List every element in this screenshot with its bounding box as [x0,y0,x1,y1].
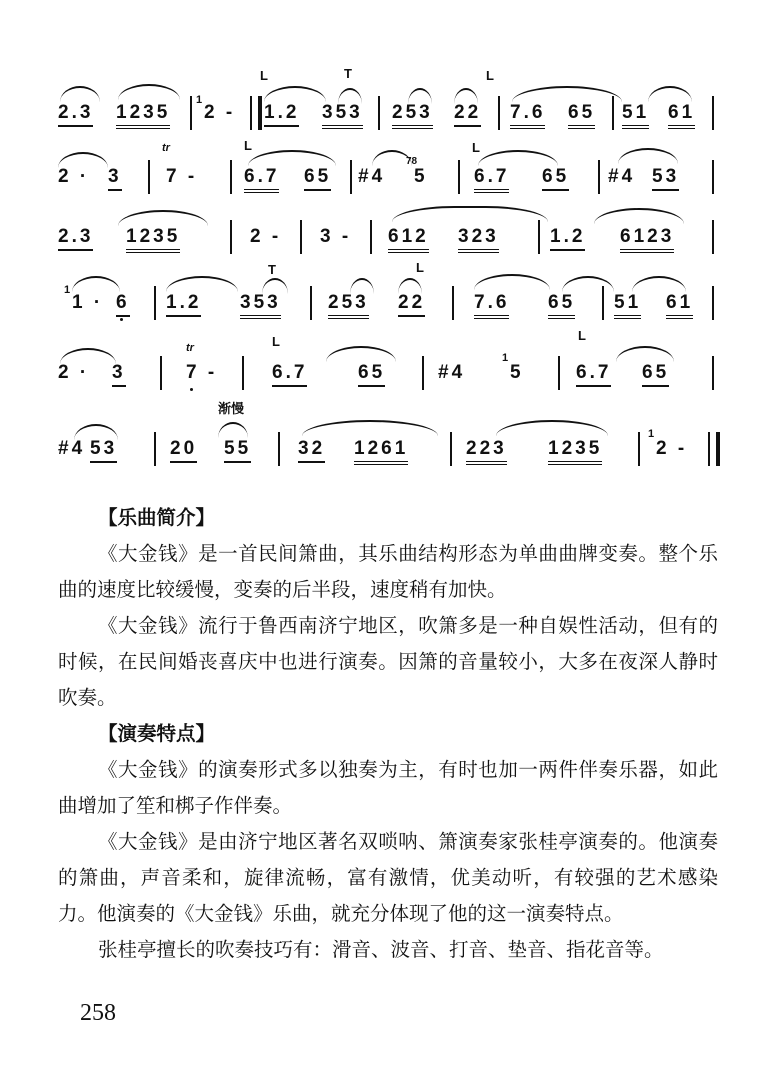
note-group: 2 - [204,102,236,123]
note-group: 1.2 [166,292,201,317]
slur [326,346,396,362]
note-group: 6.7 [576,362,611,387]
barline [450,432,452,466]
note-group: 1.2 [550,226,585,251]
jianpu-score [0,0,772,480]
fingering-mark-l: L [272,334,280,349]
barline [230,220,232,254]
barline [160,356,162,390]
slur [118,84,180,100]
note-group: 22 [454,102,481,127]
barline [190,96,192,130]
trill-mark: tr [186,342,194,354]
fingering-mark-l: L [260,68,268,83]
section-heading-performance: 【演奏特点】 [98,722,216,745]
slur [512,86,622,102]
grace-note: 1 [502,352,509,364]
ornament-mark-t: T [344,66,352,81]
page-number: 258 [80,1000,116,1026]
barline [612,96,614,130]
note-group: 353 [240,292,281,319]
note-group: #4 [438,362,466,383]
fingering-mark-l: L [416,260,424,275]
barline [712,356,714,390]
note-group: 61 [668,102,695,129]
note-group: 7 - [166,166,198,187]
slur [616,346,674,362]
slur [632,276,686,292]
note-group: 65 [568,102,595,129]
barline [422,356,424,390]
note-group: 53 [652,166,679,191]
note-group: 51 [614,292,641,319]
note-group: 65 [358,362,385,387]
grace-note: 1 [648,428,655,440]
barline [300,220,302,254]
note-group: 5 [414,166,428,187]
note-group: 53 [90,438,117,463]
slur [72,276,120,292]
low-octave-dot [120,318,123,321]
slur [302,420,438,436]
barline [148,160,150,194]
score-row-3 [58,206,718,266]
barline [458,160,460,194]
ornament-mark-t: T [268,262,276,277]
fingering-mark-l: L [244,138,252,153]
final-barline [708,432,720,466]
slur [218,422,248,438]
barline [638,432,640,466]
note-group: 1.2 [264,102,299,127]
fingering-mark-l: L [472,140,480,155]
grace-note: 1 [196,94,203,106]
barline [598,160,600,194]
note-group: 2.3 [58,102,93,127]
score-row-6 [58,401,718,464]
barline [154,286,156,320]
score-row-5 [58,328,718,402]
barline [712,220,714,254]
note-group: 2 · [58,362,90,383]
note-group: 323 [458,226,499,253]
slur [478,150,558,166]
note-group: 1235 [548,438,602,465]
paragraph: 《大金钱》流行于鲁西南济宁地区，吹箫多是一种自娱性活动，但有的时候，在民间婚丧喜庆中也进行演奏。因箫的音量较小，大多在夜深人静时吹奏。 [58,614,718,709]
note-group: 6.7 [244,166,279,193]
barline [310,286,312,320]
note-group: 65 [548,292,575,319]
note-group: 353 [322,102,363,129]
barline [602,286,604,320]
score-row-2 [58,138,718,206]
note-group: 20 [170,438,197,463]
barline [712,160,714,194]
score-row-1 [58,66,718,140]
note-group: #4 [58,438,86,459]
note-group: 65 [642,362,669,387]
note-group: 6123 [620,226,674,253]
slur [648,86,692,102]
barline [230,160,232,194]
note-group: 3 - [320,226,352,247]
slur [562,276,614,292]
note-group: 51 [622,102,649,129]
note-group: 253 [328,292,369,319]
paragraph: 张桂亭擅长的吹奏技巧有：滑音、波音、打音、垫音、指花音等。 [98,938,664,961]
barline [242,356,244,390]
note-group: 61 [666,292,693,319]
note-group: 65 [542,166,569,191]
ritardando-mark: 渐慢 [218,401,245,416]
trill-mark: tr [162,142,170,154]
note-group: #4 [358,166,386,187]
slur [392,206,548,222]
note-group: 3 [108,166,122,191]
barline [712,286,714,320]
grace-note: 78 [406,156,418,167]
slur [264,86,326,102]
barline [370,220,372,254]
fingering-mark-l: L [486,68,494,83]
repeat-barline [250,96,262,130]
note-group: 6.7 [474,166,509,193]
note-group: 55 [224,438,251,463]
section-heading-intro: 【乐曲简介】 [98,506,216,529]
note-group: 2 - [250,226,282,247]
note-group: 7.6 [474,292,509,319]
note-group: 7.6 [510,102,545,129]
barline [378,96,380,130]
fingering-mark-l: L [578,328,586,343]
note-group: 22 [398,292,425,317]
article-body [58,500,718,968]
note-group: 1 · [72,292,104,313]
barline [558,356,560,390]
note-group: 253 [392,102,433,129]
paragraph: 《大金钱》是一首民间箫曲，其乐曲结构形态为单曲曲牌变奏。整个乐曲的速度比较缓慢，变奏的后半段，速度稍有加快。 [58,542,718,601]
slur [594,208,684,224]
note-group: #4 [608,166,636,187]
slur [118,210,208,226]
note-group: 65 [304,166,331,191]
note-group: 1235 [116,102,170,129]
barline [538,220,540,254]
barline [452,286,454,320]
barline [712,96,714,130]
note-group: 2.3 [58,226,93,251]
paragraph: 《大金钱》是由济宁地区著名双唢呐、箫演奏家张桂亭演奏的。他演奏的箫曲，声音柔和，旋律流畅，富有激情，优美动听，有较强的艺术感染力。他演奏的《大金钱》乐曲，就充分体现了他的这一演奏特点。 [58,830,718,925]
note-group: 5 [510,362,524,383]
grace-note: 1 [64,284,71,296]
barline [278,432,280,466]
slur [166,276,238,292]
barline [154,432,156,466]
note-group: 2 · [58,166,90,187]
slur [474,274,550,290]
note-group: 3 [112,362,126,387]
note-group: 32 [298,438,325,463]
slur [60,86,100,102]
score-row-4 [58,260,718,332]
slur [618,148,678,164]
slur [496,420,608,436]
barline [498,96,500,130]
note-group: 6 [116,292,130,317]
note-group: 6.7 [272,362,307,387]
note-group: 2 - [656,438,688,459]
barline [350,160,352,194]
low-octave-dot [190,388,193,391]
note-group: 1261 [354,438,408,465]
note-group: 7 - [186,362,218,383]
note-group: 1235 [126,226,180,253]
note-group: 223 [466,438,507,465]
note-group: 612 [388,226,429,253]
slur [248,150,336,166]
paragraph: 《大金钱》的演奏形式多以独奏为主，有时也加一两件伴奏乐器，如此曲增加了笙和梆子作伴奏。 [58,758,718,817]
